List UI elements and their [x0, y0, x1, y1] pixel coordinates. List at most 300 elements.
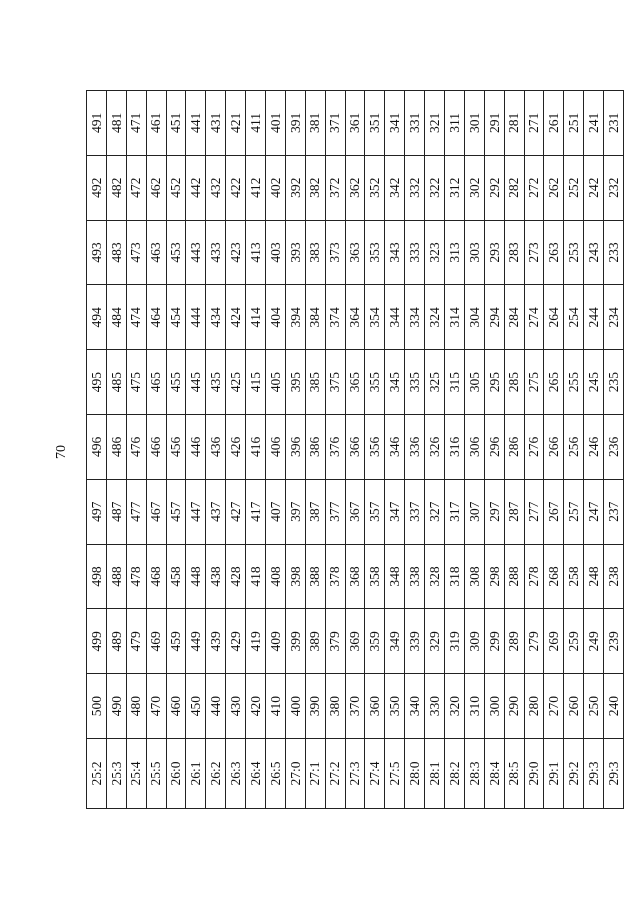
table-cell: 322: [425, 155, 445, 220]
table-cell: 441: [186, 91, 206, 156]
table-cell: 381: [305, 91, 325, 156]
table-cell: 300: [484, 674, 504, 739]
table-cell: 449: [186, 609, 206, 674]
table-cell: 398: [285, 544, 305, 609]
table-cell: 310: [464, 674, 484, 739]
table-cell: 288: [504, 544, 524, 609]
table-cell: 425: [226, 350, 246, 415]
row-label-cell: 28:0: [405, 739, 425, 809]
row-label-cell: 25:4: [126, 739, 146, 809]
row-label-cell: 27:2: [325, 739, 345, 809]
table-cell: 284: [504, 285, 524, 350]
table-cell: 396: [285, 415, 305, 480]
table-cell: 444: [186, 285, 206, 350]
table-cell: 360: [365, 674, 385, 739]
table-cell: 317: [445, 479, 465, 544]
table-cell: 486: [106, 415, 126, 480]
table-cell: 345: [385, 350, 405, 415]
table-cell: 446: [186, 415, 206, 480]
table-row: [106, 91, 126, 809]
table-cell: 307: [464, 479, 484, 544]
table-cell: 434: [206, 285, 226, 350]
table-cell: 262: [544, 155, 564, 220]
table-cell: 343: [385, 220, 405, 285]
table-row: [206, 91, 226, 809]
table-cell: 397: [285, 479, 305, 544]
table-cell: 236: [604, 415, 624, 480]
table-cell: 456: [166, 415, 186, 480]
table-cell: 278: [524, 544, 544, 609]
table-cell: 315: [445, 350, 465, 415]
table-cell: 237: [604, 479, 624, 544]
table-cell: 392: [285, 155, 305, 220]
table-cell: 495: [87, 350, 107, 415]
table-cell: 421: [226, 91, 246, 156]
table-cell: 412: [246, 155, 266, 220]
page-number: 70: [54, 445, 69, 459]
table-cell: 459: [166, 609, 186, 674]
table-cell: 445: [186, 350, 206, 415]
table-cell: 489: [106, 609, 126, 674]
table-cell: 374: [325, 285, 345, 350]
table-cell: 324: [425, 285, 445, 350]
table-cell: 408: [266, 544, 286, 609]
table-cell: 245: [584, 350, 604, 415]
table-cell: 391: [285, 91, 305, 156]
table-cell: 248: [584, 544, 604, 609]
table-cell: 380: [325, 674, 345, 739]
table-cell: 282: [504, 155, 524, 220]
table-cell: 402: [266, 155, 286, 220]
table-cell: 316: [445, 415, 465, 480]
table-cell: 471: [126, 91, 146, 156]
table-cell: 439: [206, 609, 226, 674]
table-row: [425, 91, 445, 809]
table-cell: 499: [87, 609, 107, 674]
table-cell: 269: [544, 609, 564, 674]
table-row: [564, 91, 584, 809]
table-cell: 254: [564, 285, 584, 350]
table-cell: 258: [564, 544, 584, 609]
table-cell: 476: [126, 415, 146, 480]
table-cell: 420: [246, 674, 266, 739]
row-label-cell: 27:0: [285, 739, 305, 809]
row-label-cell: 25:5: [146, 739, 166, 809]
row-label-cell: 28:5: [504, 739, 524, 809]
table-cell: 452: [166, 155, 186, 220]
table-cell: 395: [285, 350, 305, 415]
table-cell: 429: [226, 609, 246, 674]
table-cell: 466: [146, 415, 166, 480]
table-cell: 371: [325, 91, 345, 156]
table-row: [87, 91, 107, 809]
table-cell: 263: [544, 220, 564, 285]
table-cell: 433: [206, 220, 226, 285]
table-row: [385, 91, 405, 809]
table-cell: 362: [345, 155, 365, 220]
table-cell: 292: [484, 155, 504, 220]
table-cell: 493: [87, 220, 107, 285]
table-cell: 250: [584, 674, 604, 739]
table-cell: 277: [524, 479, 544, 544]
table-cell: 365: [345, 350, 365, 415]
table-cell: 406: [266, 415, 286, 480]
table-cell: 422: [226, 155, 246, 220]
table-cell: 312: [445, 155, 465, 220]
row-label-cell: 26:5: [266, 739, 286, 809]
table-cell: 400: [285, 674, 305, 739]
table-cell: 394: [285, 285, 305, 350]
table-cell: 500: [87, 674, 107, 739]
table-cell: 346: [385, 415, 405, 480]
table-cell: 468: [146, 544, 166, 609]
table-cell: 249: [584, 609, 604, 674]
table-cell: 291: [484, 91, 504, 156]
table-cell: 261: [544, 91, 564, 156]
row-label-cell: 28:1: [425, 739, 445, 809]
table-cell: 270: [544, 674, 564, 739]
table-row: [266, 91, 286, 809]
table-cell: 419: [246, 609, 266, 674]
table-cell: 390: [305, 674, 325, 739]
table-cell: 243: [584, 220, 604, 285]
table-cell: 485: [106, 350, 126, 415]
table-cell: 377: [325, 479, 345, 544]
row-label-cell: 26:3: [226, 739, 246, 809]
table-cell: 359: [365, 609, 385, 674]
score-table: [86, 90, 624, 809]
table-cell: 283: [504, 220, 524, 285]
table-cell: 330: [425, 674, 445, 739]
table-cell: 437: [206, 479, 226, 544]
table-cell: 276: [524, 415, 544, 480]
table-cell: 296: [484, 415, 504, 480]
table-cell: 329: [425, 609, 445, 674]
table-row: [445, 91, 465, 809]
row-label-cell: 25:3: [106, 739, 126, 809]
table-cell: 388: [305, 544, 325, 609]
table-cell: 339: [405, 609, 425, 674]
table-cell: 313: [445, 220, 465, 285]
table-cell: 373: [325, 220, 345, 285]
table-cell: 298: [484, 544, 504, 609]
table-row: [484, 91, 504, 809]
table-cell: 295: [484, 350, 504, 415]
table-cell: 494: [87, 285, 107, 350]
table-cell: 272: [524, 155, 544, 220]
table-cell: 286: [504, 415, 524, 480]
table-cell: 252: [564, 155, 584, 220]
table-cell: 335: [405, 350, 425, 415]
table-row: [544, 91, 564, 809]
table-cell: 386: [305, 415, 325, 480]
table-cell: 457: [166, 479, 186, 544]
table-cell: 498: [87, 544, 107, 609]
row-label-cell: 27:5: [385, 739, 405, 809]
table-cell: 438: [206, 544, 226, 609]
table-cell: 411: [246, 91, 266, 156]
table-cell: 347: [385, 479, 405, 544]
table-cell: 306: [464, 415, 484, 480]
table-cell: 497: [87, 479, 107, 544]
table-cell: 448: [186, 544, 206, 609]
table-cell: 492: [87, 155, 107, 220]
table-cell: 469: [146, 609, 166, 674]
table-cell: 361: [345, 91, 365, 156]
table-cell: 238: [604, 544, 624, 609]
table-cell: 305: [464, 350, 484, 415]
table-cell: 474: [126, 285, 146, 350]
table-cell: 336: [405, 415, 425, 480]
table-cell: 294: [484, 285, 504, 350]
table-cell: 334: [405, 285, 425, 350]
table-row: [146, 91, 166, 809]
table-cell: 470: [146, 674, 166, 739]
table-cell: 325: [425, 350, 445, 415]
table-cell: 475: [126, 350, 146, 415]
table-row: [524, 91, 544, 809]
table-row: [325, 91, 345, 809]
table-cell: 451: [166, 91, 186, 156]
table-cell: 368: [345, 544, 365, 609]
table-row: [126, 91, 146, 809]
table-cell: 385: [305, 350, 325, 415]
table-cell: 490: [106, 674, 126, 739]
table-cell: 450: [186, 674, 206, 739]
table-cell: 268: [544, 544, 564, 609]
table-cell: 443: [186, 220, 206, 285]
row-label-cell: 29:2: [564, 739, 584, 809]
row-label-cell: 29:3: [604, 739, 624, 809]
table-body: [87, 91, 624, 809]
row-label-cell: 26:4: [246, 739, 266, 809]
table-cell: 293: [484, 220, 504, 285]
table-cell: 321: [425, 91, 445, 156]
table-cell: 350: [385, 674, 405, 739]
table-cell: 301: [464, 91, 484, 156]
table-cell: 279: [524, 609, 544, 674]
table-cell: 351: [365, 91, 385, 156]
table-cell: 231: [604, 91, 624, 156]
table-cell: 285: [504, 350, 524, 415]
table-row: [604, 91, 624, 809]
table-cell: 401: [266, 91, 286, 156]
row-label-cell: 25:2: [87, 739, 107, 809]
table-cell: 267: [544, 479, 564, 544]
table-cell: 431: [206, 91, 226, 156]
table-row: [246, 91, 266, 809]
table-cell: 232: [604, 155, 624, 220]
table-cell: 363: [345, 220, 365, 285]
table-cell: 435: [206, 350, 226, 415]
table-cell: 233: [604, 220, 624, 285]
table-cell: 327: [425, 479, 445, 544]
table-cell: 491: [87, 91, 107, 156]
table-cell: 432: [206, 155, 226, 220]
table-cell: 244: [584, 285, 604, 350]
table-cell: 472: [126, 155, 146, 220]
table-cell: 410: [266, 674, 286, 739]
table-cell: 428: [226, 544, 246, 609]
table-cell: 403: [266, 220, 286, 285]
table-cell: 473: [126, 220, 146, 285]
table-cell: 357: [365, 479, 385, 544]
table-cell: 461: [146, 91, 166, 156]
table-cell: 352: [365, 155, 385, 220]
table-cell: 467: [146, 479, 166, 544]
table-cell: 484: [106, 285, 126, 350]
table-cell: 253: [564, 220, 584, 285]
table-cell: 372: [325, 155, 345, 220]
table-cell: 409: [266, 609, 286, 674]
table-cell: 462: [146, 155, 166, 220]
table-cell: 297: [484, 479, 504, 544]
table-cell: 375: [325, 350, 345, 415]
table-cell: 308: [464, 544, 484, 609]
table-cell: 436: [206, 415, 226, 480]
table-cell: 423: [226, 220, 246, 285]
table-cell: 387: [305, 479, 325, 544]
table-cell: 430: [226, 674, 246, 739]
table-cell: 342: [385, 155, 405, 220]
table-cell: 319: [445, 609, 465, 674]
table-row: [166, 91, 186, 809]
table-cell: 299: [484, 609, 504, 674]
table-cell: 355: [365, 350, 385, 415]
table-cell: 376: [325, 415, 345, 480]
table-cell: 340: [405, 674, 425, 739]
table-cell: 442: [186, 155, 206, 220]
table-cell: 417: [246, 479, 266, 544]
table-row: [504, 91, 524, 809]
table-cell: 348: [385, 544, 405, 609]
table-cell: 413: [246, 220, 266, 285]
table-cell: 326: [425, 415, 445, 480]
table-cell: 416: [246, 415, 266, 480]
table-cell: 287: [504, 479, 524, 544]
table-cell: 483: [106, 220, 126, 285]
table-cell: 364: [345, 285, 365, 350]
table-cell: 384: [305, 285, 325, 350]
table-cell: 338: [405, 544, 425, 609]
row-label-cell: 29:1: [544, 739, 564, 809]
table-cell: 366: [345, 415, 365, 480]
table-cell: 477: [126, 479, 146, 544]
table-cell: 418: [246, 544, 266, 609]
table-cell: 264: [544, 285, 564, 350]
table-cell: 246: [584, 415, 604, 480]
table-cell: 344: [385, 285, 405, 350]
table-cell: 389: [305, 609, 325, 674]
row-label-cell: 26:2: [206, 739, 226, 809]
table-cell: 341: [385, 91, 405, 156]
row-label-cell: 28:3: [464, 739, 484, 809]
table-cell: 265: [544, 350, 564, 415]
table-cell: 465: [146, 350, 166, 415]
table-cell: 328: [425, 544, 445, 609]
table-cell: 369: [345, 609, 365, 674]
row-label-cell: 29:0: [524, 739, 544, 809]
row-label-cell: 28:2: [445, 739, 465, 809]
table-cell: 414: [246, 285, 266, 350]
table-cell: 241: [584, 91, 604, 156]
table-row: [226, 91, 246, 809]
table-cell: 271: [524, 91, 544, 156]
row-label-cell: 27:3: [345, 739, 365, 809]
table-cell: 488: [106, 544, 126, 609]
table-cell: 481: [106, 91, 126, 156]
table-cell: 247: [584, 479, 604, 544]
table-cell: 458: [166, 544, 186, 609]
table-cell: 480: [126, 674, 146, 739]
table-cell: 289: [504, 609, 524, 674]
table-cell: 496: [87, 415, 107, 480]
table-cell: 487: [106, 479, 126, 544]
table-cell: 349: [385, 609, 405, 674]
table-cell: 257: [564, 479, 584, 544]
table-row: [405, 91, 425, 809]
table-cell: 333: [405, 220, 425, 285]
table-cell: 367: [345, 479, 365, 544]
table-cell: 303: [464, 220, 484, 285]
row-label-cell: 28:4: [484, 739, 504, 809]
table-cell: 455: [166, 350, 186, 415]
row-label-cell: 27:1: [305, 739, 325, 809]
table-row: [365, 91, 385, 809]
table-cell: 482: [106, 155, 126, 220]
table-cell: 260: [564, 674, 584, 739]
table-cell: 353: [365, 220, 385, 285]
table-cell: 235: [604, 350, 624, 415]
row-label-cell: 26:0: [166, 739, 186, 809]
table-cell: 370: [345, 674, 365, 739]
table-cell: 255: [564, 350, 584, 415]
table-cell: 453: [166, 220, 186, 285]
table-cell: 240: [604, 674, 624, 739]
table-cell: 354: [365, 285, 385, 350]
table-row: [186, 91, 206, 809]
table-cell: 234: [604, 285, 624, 350]
table-row: [464, 91, 484, 809]
table-cell: 479: [126, 609, 146, 674]
table-row: [345, 91, 365, 809]
table-cell: 331: [405, 91, 425, 156]
table-cell: 393: [285, 220, 305, 285]
table-cell: 405: [266, 350, 286, 415]
table-cell: 440: [206, 674, 226, 739]
table-cell: 399: [285, 609, 305, 674]
table-cell: 379: [325, 609, 345, 674]
table-cell: 302: [464, 155, 484, 220]
table-cell: 460: [166, 674, 186, 739]
table-cell: 323: [425, 220, 445, 285]
score-table-rotated: [86, 90, 621, 809]
table-cell: 424: [226, 285, 246, 350]
table-cell: 259: [564, 609, 584, 674]
table-row: [285, 91, 305, 809]
table-cell: 266: [544, 415, 564, 480]
table-cell: 273: [524, 220, 544, 285]
table-cell: 280: [524, 674, 544, 739]
table-cell: 309: [464, 609, 484, 674]
table-cell: 407: [266, 479, 286, 544]
table-cell: 454: [166, 285, 186, 350]
row-label-cell: 29:3: [584, 739, 604, 809]
table-cell: 311: [445, 91, 465, 156]
table-cell: 320: [445, 674, 465, 739]
table-cell: 383: [305, 220, 325, 285]
table-cell: 478: [126, 544, 146, 609]
